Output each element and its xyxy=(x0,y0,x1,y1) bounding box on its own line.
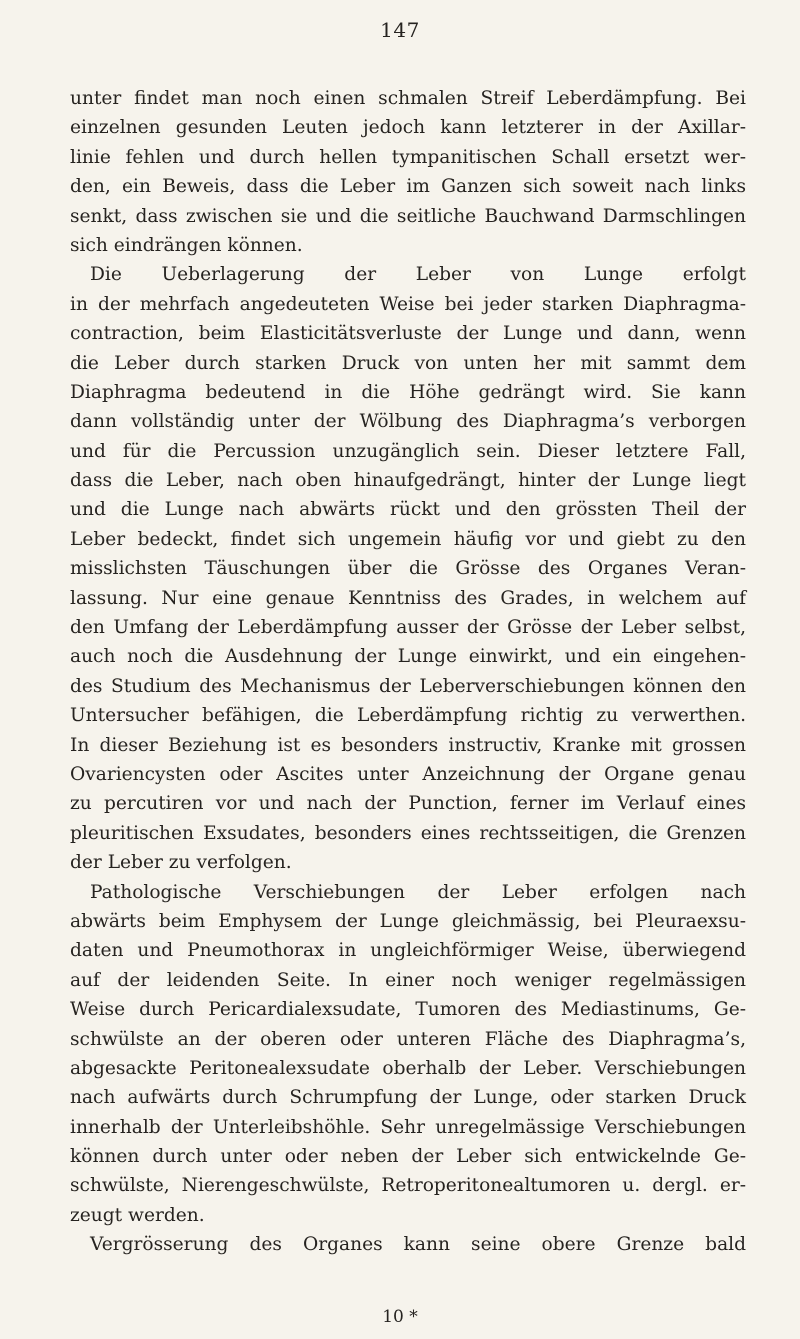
text-line: einzelnen gesunden Leuten jedoch kann letzterer in der Axillar- xyxy=(70,117,746,139)
text-line: zeugt werden. xyxy=(70,1204,205,1226)
text-line: Leber bedeckt, findet sich ungemein häufig vor und giebt zu den xyxy=(70,528,746,550)
text-line: zu percutiren vor und nach der Punction, ferner im Verlauf eines xyxy=(70,793,746,815)
text-line: schwülste an der oberen oder unteren Fläche des Diaphragma’s, xyxy=(70,1028,746,1050)
text-line: sich eindrängen können. xyxy=(70,234,303,256)
text-line: daten und Pneumothorax in ungleichförmiger Weise, überwiegend xyxy=(70,940,746,962)
text-line: senkt, dass zwischen sie und die seitliche Bauchwand Darmschlingen xyxy=(70,205,746,227)
text-line: schwülste, Nierengeschwülste, Retroperitonealtumoren u. dergl. er- xyxy=(70,1175,746,1197)
text-line: auf der leidenden Seite. In einer noch weniger regelmässigen xyxy=(70,969,746,991)
text-line: Die Ueberlagerung der Leber von Lunge erfolgt xyxy=(90,264,746,286)
text-line: misslichsten Täuschungen über die Grösse des Organes Veran- xyxy=(70,558,746,580)
text-line: Vergrösserung des Organes kann seine obere Grenze bald xyxy=(90,1234,746,1256)
text-line: Pathologische Verschiebungen der Leber erfolgen nach xyxy=(90,881,746,903)
text-line: und die Lunge nach abwärts rückt und den grössten Theil der xyxy=(70,499,746,521)
text-line: dass die Leber, nach oben hinaufgedrängt, hinter der Lunge liegt xyxy=(70,470,746,492)
text-line: dann vollständig unter der Wölbung des Diaphragma’s verborgen xyxy=(70,411,746,433)
text-line: innerhalb der Unterleibshöhle. Sehr unregelmässige Verschiebungen xyxy=(70,1116,746,1138)
text-line: contraction, beim Elasticitätsverluste der Lunge und dann, wenn xyxy=(70,323,746,345)
text-line: Ovariencysten oder Ascites unter Anzeichnung der Organe genau xyxy=(70,763,746,785)
text-line: den Umfang der Leberdämpfung ausser der Grösse der Leber selbst, xyxy=(70,617,746,639)
text-line: auch noch die Ausdehnung der Lunge einwirkt, und ein eingehen- xyxy=(70,646,746,668)
text-line: Diaphragma bedeutend in die Höhe gedrängt wird. Sie kann xyxy=(70,381,746,403)
text-line: pleuritischen Exsudates, besonders eines rechtsseitigen, die Grenzen xyxy=(70,822,746,844)
text-line: die Leber durch starken Druck von unten her mit sammt dem xyxy=(70,352,746,374)
text-line: der Leber zu verfolgen. xyxy=(70,852,292,874)
text-line: In dieser Beziehung ist es besonders instructiv, Kranke mit grossen xyxy=(70,734,746,756)
text-line: unter findet man noch einen schmalen Streif Leberdämpfung. Bei xyxy=(70,88,746,109)
text-line: Weise durch Pericardialexsudate, Tumoren des Mediastinums, Ge- xyxy=(70,999,746,1021)
text-line: in der mehrfach angedeuteten Weise bei jeder starken Diaphragma- xyxy=(70,293,746,315)
text-line: nach aufwärts durch Schrumpfung der Lunge, oder starken Druck xyxy=(70,1087,746,1109)
text-line: lassung. Nur eine genaue Kenntniss des Grades, in welchem auf xyxy=(70,587,746,609)
text-line: Untersucher befähigen, die Leberdämpfung richtig zu verwerthen. xyxy=(70,705,746,727)
body-text xyxy=(70,84,746,1260)
text-line: abgesackte Peritonealexsudate oberhalb der Leber. Verschiebungen xyxy=(70,1057,746,1079)
signature-mark: 10 * xyxy=(382,1307,418,1327)
text-line: den, ein Beweis, dass die Leber im Ganzen sich soweit nach links xyxy=(70,176,746,198)
text-line: des Studium des Mechanismus der Leberverschiebungen können den xyxy=(70,675,746,697)
text-line: können durch unter oder neben der Leber sich entwickelnde Ge- xyxy=(70,1146,746,1168)
text-line: und für die Percussion unzugänglich sein. Dieser letztere Fall, xyxy=(70,440,746,462)
text-line: linie fehlen und durch hellen tympanitischen Schall ersetzt wer- xyxy=(70,146,746,168)
page-number: 147 xyxy=(380,18,420,42)
text-line: abwärts beim Emphysem der Lunge gleichmässig, bei Pleuraexsu- xyxy=(70,910,746,932)
